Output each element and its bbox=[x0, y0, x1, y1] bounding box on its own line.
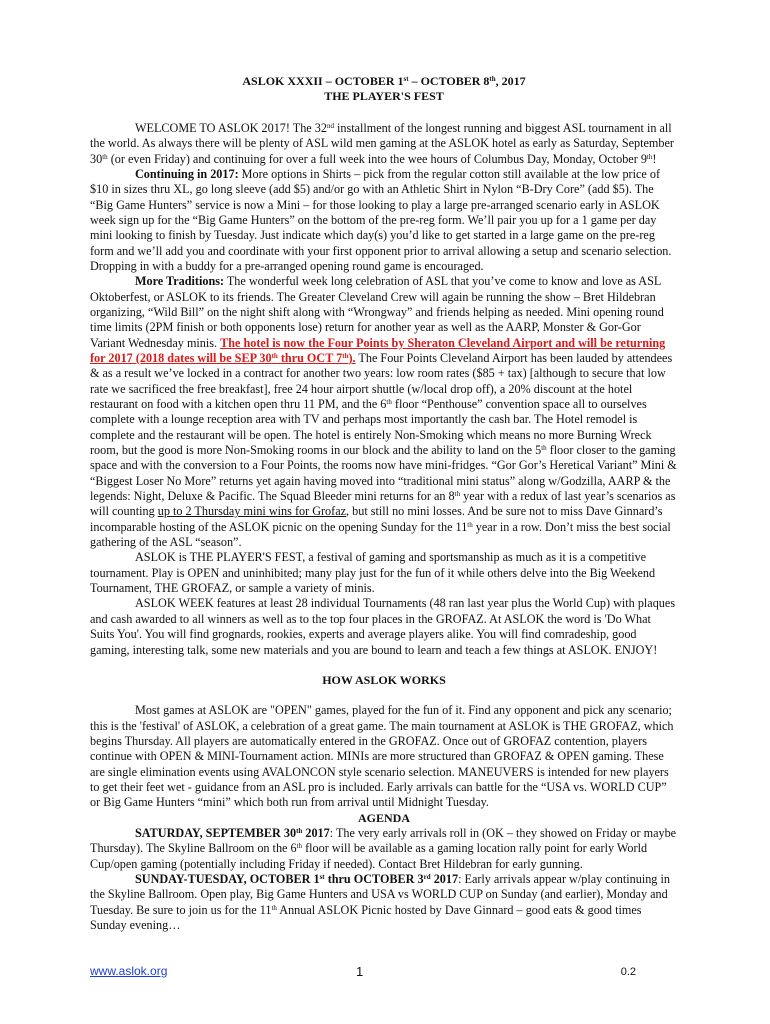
traditions-label: More Traditions: bbox=[135, 274, 225, 289]
welcome-paragraph bbox=[90, 121, 678, 167]
version-number: 0.2 bbox=[620, 966, 636, 978]
welcome-text: (or even Friday) and continuing for over a full week into the wee hours of Columbus Day, Monday, October 9 bbox=[107, 151, 647, 166]
agenda-heading: AGENDA bbox=[357, 810, 410, 825]
hotel-notice-text: The hotel is now the Four Points by Sheraton Cleveland Airport and will be returning for 2017 (2018 dates will be SEP 30 bbox=[90, 335, 666, 365]
title-text: – OCTOBER 8 bbox=[408, 74, 490, 88]
continuing-paragraph bbox=[90, 167, 678, 274]
how-aslok-works-paragraph: Most games at ASLOK are "OPEN" games, played for the fun of it. Find any opponent and pick any scenario; this is the 'festival' of ASLOK, a celebration of a great game. The main tournament at ASLOK is THE GROFAZ, which begins Thursday. All players are automatically entered in the GROFAZ. Once out of GROFAZ contention, players continue with OPEN & MINI-Tournament action. MINIs are more structured than GROFAZ & OPEN gaming. These are single elimination events using AVALONCON style scenario selection. MANEUVERS is intended for new players to get their feet wet - guidance from an ASL pro is included. Early arrivals can battle for the “USA vs. WORLD CUP” or Big Game Hunters “mini” which both run from arrival until Midnight Tuesday. bbox=[90, 703, 674, 810]
welcome-text: installment of the longest running and biggest ASL tournament in all the world. As always there will be plenty of ASL wild men gaming at the ASLOK hotel as early as Saturday, September 30 bbox=[90, 120, 674, 166]
players-fest-paragraph: ASLOK is THE PLAYER'S FEST, a festival of gaming and sportsmanship as much as it is a competitive tournament. Play is OPEN and uninhibited; many play just for the fun of it while others delve into the Big Weekend Tournament, THE GROFAZ, or sample a variety of minis. bbox=[90, 550, 656, 596]
page-number: 1 bbox=[356, 964, 364, 979]
superscript: th bbox=[271, 903, 277, 912]
page-footer bbox=[90, 964, 678, 980]
saturday-text: floor will be available as a gaming location rally point for early World Cup/open gaming (potentially including Friday if needed). Contact Bret Hildebran for early gunning. bbox=[90, 841, 648, 871]
saturday-label-text: SATURDAY, SEPTEMBER 30 bbox=[135, 826, 297, 841]
superscript: rd bbox=[423, 873, 431, 882]
superscript: th bbox=[454, 490, 461, 499]
sunday-label-text: 2017 bbox=[430, 872, 459, 887]
traditions-text: floor “Penthouse” convention space all to ourselves complete with a lounge reception area with TV and perhaps most importantly the cash bar. The Hotel remodel is complete and the restaurant will be open. The hotel is entirely Non-Smoking which means no more Burning Wreck room, but the good is more Non-Smoking rooms in our block and the ability to land on the 5 bbox=[90, 397, 652, 458]
document-body bbox=[90, 74, 678, 933]
traditions-text: floor closer to the gaming space and with the conversion to a Four Points, the rooms now have mini-fridges. “Gor Gor’s Heretical Variant” Mini & “Biggest Loser No More” returns yet again having moved into “traditional mini status” along w/Godzilla, AARP & the legends: Night, Deluxe & Pacific. The Squad Bleeder mini returns for an 8 bbox=[90, 443, 677, 504]
superscript: th bbox=[541, 444, 547, 453]
welcome-text: WELCOME TO ASLOK 2017! The 32 bbox=[135, 120, 327, 135]
agenda-sunday-tuesday bbox=[90, 872, 678, 933]
superscript: th bbox=[386, 398, 392, 406]
title-text: , 2017 bbox=[495, 74, 526, 88]
traditions-text: year with a redux of last year’s scenarios as will counting bbox=[90, 489, 676, 519]
sunday-label-text: thru OCTOBER 3 bbox=[324, 872, 424, 887]
website-link[interactable]: www.aslok.org bbox=[90, 964, 168, 978]
superscript: nd bbox=[326, 121, 334, 130]
how-aslok-works-heading: HOW ASLOK WORKS bbox=[322, 672, 446, 687]
traditions-text: The wonderful week long celebration of ASL that you’ve come to know and love as ASL Oktoberfest, or ASLOK to its friends. The Greater Cleveland Crew will again be running the show – Bret Hildebran organizing, “Wild Bill” on the night shift along with “Wrongway” and friends helping as needed. Mini opening round time limits (2PM finish or both opponents lose) return for another year as well as the AARP, Monster & Gor-Gor Variant Wednesday minis. bbox=[90, 274, 664, 350]
sunday-tuesday-label bbox=[135, 872, 458, 886]
traditions-paragraph bbox=[90, 274, 678, 550]
hotel-notice-text: ). bbox=[348, 350, 356, 365]
superscript: th bbox=[342, 351, 349, 360]
sunday-text: Annual ASLOK Picnic hosted by Dave Ginnard – good eats & good times Sunday evening… bbox=[90, 902, 642, 933]
superscript: th bbox=[271, 351, 278, 360]
traditions-text: , but still no mini losses. And be sure not to miss Dave Ginnard’s incomparable hosting of the ASLOK picnic on the opening Sunday for the 11 bbox=[90, 504, 663, 534]
document-subtitle: THE PLAYER'S FEST bbox=[324, 89, 444, 104]
aslok-week-paragraph: ASLOK WEEK features at least 28 individual Tournaments (48 ran last year plus the World Cup) with plaques and cash awarded to all winners as well as to the top four places in the GROFAZ. At ASLOK the word is 'Do What Suits You'. You will find grognards, rookies, experts and average players alike. You will find comradeship, good gaming, interesting talk, some new materials and you are bound to learn and teach a few things at ASLOK. ENJOY! bbox=[90, 596, 676, 657]
welcome-text: ! bbox=[652, 151, 657, 166]
traditions-text: The Four Points Cleveland Airport has been lauded by attendees & as a result we’ve locked in a contract for another two years: low room rates ($85 + tax) [although to secure that low rate we sacrificed the free breakfast], free 24 hour airport shuttle (w/local drop off), a 20% discount at the hotel restaurant on food with a kitchen open thru 11 PM, and the 6 bbox=[90, 350, 673, 411]
continuing-text: More options in Shirts – pick from the regular cotton still available at the low price of $10 in sizes thru XL, go long sleeve (add $5) and/or go with an Athletic Shirt in Nylon “B-Dry Core” (add $5). The “Big Game Hunters” service is now a Mini – for those looking to play a large pre-arranged scenario early in ASLOK week sign up for the “Big Game Hunters” on the bottom of the pre-reg form. We’ll pair you up for a 1 game per day mini looking to finish by Tuesday. Just indicate which day(s) you’d like to get started in a large game on the pre-reg form and we’ll add you and coordinate with your first opponent prior to arrival allowing a setup and scenario selection. Dropping in with a buddy for a pre-arranged opening round game is encouraged. bbox=[90, 166, 672, 273]
superscript: th bbox=[296, 827, 303, 836]
document-title bbox=[90, 74, 678, 89]
grofaz-note: up to 2 Thursday mini wins for Grofaz bbox=[157, 504, 347, 519]
title-superscript: st bbox=[403, 75, 409, 83]
superscript: th bbox=[646, 152, 653, 161]
superscript: th bbox=[102, 152, 108, 161]
agenda-saturday bbox=[90, 826, 678, 872]
superscript: st bbox=[319, 873, 325, 882]
title-text: ASLOK XXXII – OCTOBER 1 bbox=[242, 74, 404, 88]
sunday-text: : Early arrivals appear w/play continuing in the Skyline Ballroom. Open play, Big Game Hunters and USA vs WORLD CUP on Sunday (and earlier), Monday and Tuesday. Be sure to join us for the 11 bbox=[90, 872, 670, 917]
superscript: th bbox=[296, 842, 303, 851]
superscript: th bbox=[467, 520, 473, 529]
traditions-text: year in a row. Don’t miss the best social gathering of the ASL “season”. bbox=[90, 519, 671, 550]
saturday-label bbox=[135, 826, 330, 840]
saturday-text: : The very early arrivals roll in (OK – they showed on Friday or maybe Thursday). The Skyline Ballroom on the 6 bbox=[90, 826, 677, 856]
sunday-label-text: SUNDAY-TUESDAY, OCTOBER 1 bbox=[135, 872, 320, 887]
title-superscript: th bbox=[489, 75, 496, 83]
saturday-label-text: 2017 bbox=[302, 826, 330, 841]
hotel-notice-text: thru OCT 7 bbox=[277, 350, 343, 365]
continuing-label: Continuing in 2017: bbox=[135, 166, 239, 181]
